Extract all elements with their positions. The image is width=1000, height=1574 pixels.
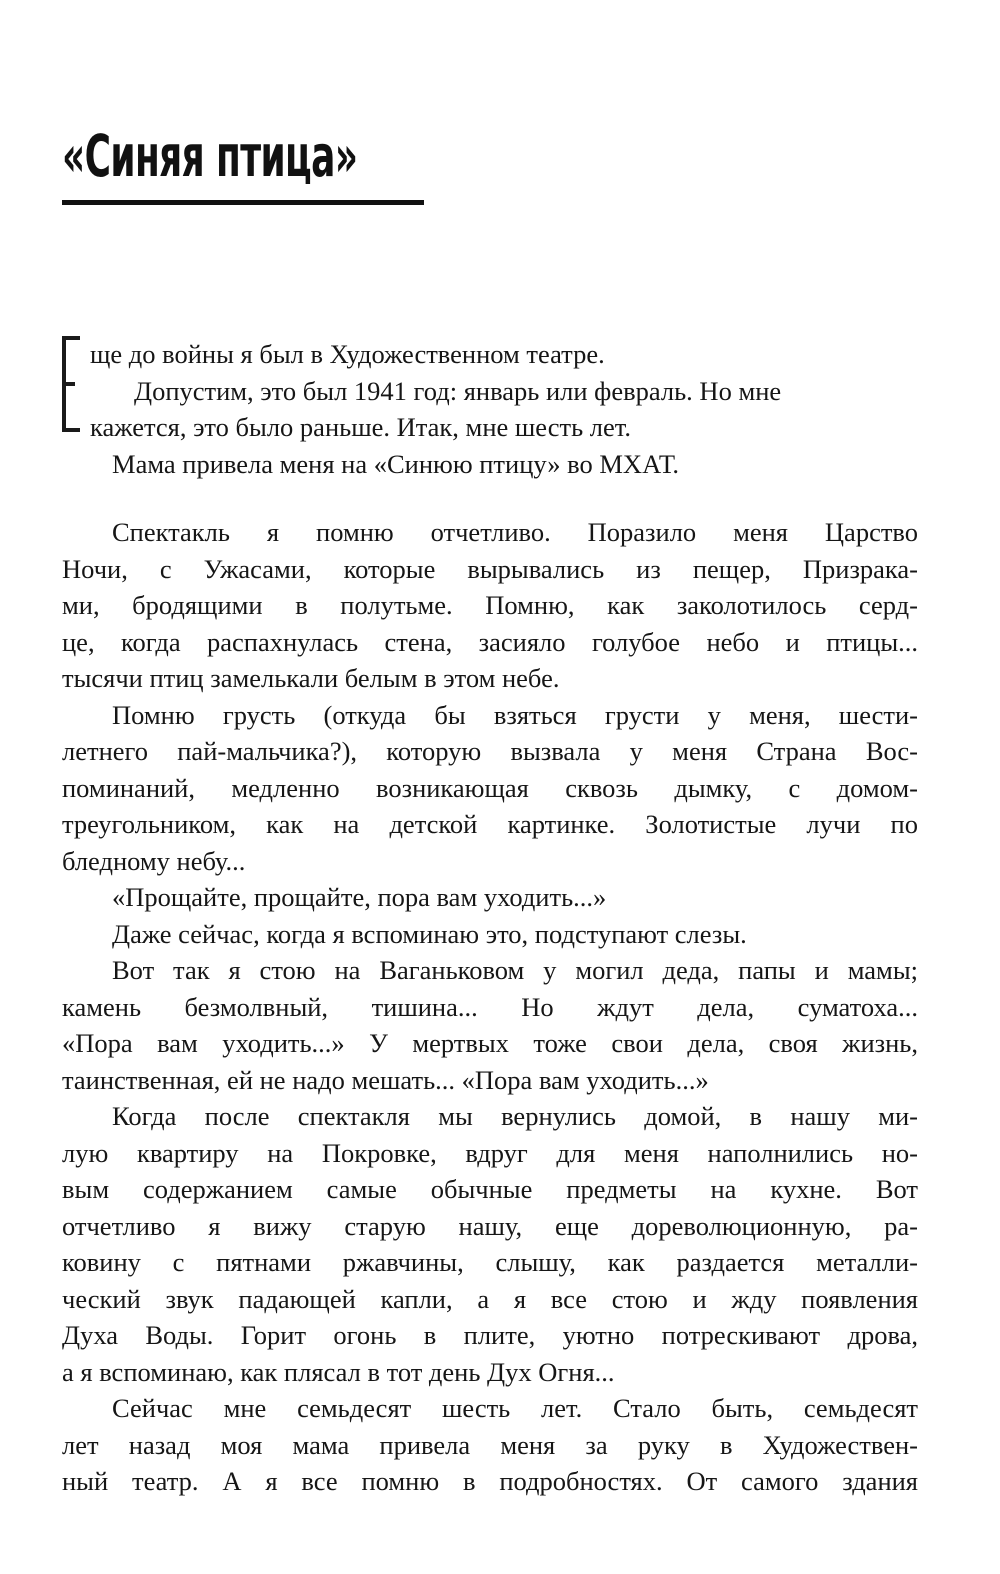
body-line: лую квартиру на Покровке, вдруг для меня наполнились но- [62,1137,918,1168]
body-line: Духа Воды. Горит огонь в плите, уютно потрескивают дрова, [62,1320,918,1350]
body-line: бледному небу... [62,845,246,876]
body-line: Ночи, с Ужасами, которые вырывались из пещер, Призрака- [62,553,918,584]
body-line: Вот так я стою на Ваганьковом у могил деда, папы и мамы; [112,955,918,985]
intro-line: Допустим, это был 1941 год: январь или февраль. Но мне [134,375,782,406]
body-line: отчетливо я вижу старую нашу, еще дореволюционную, ра- [62,1210,918,1241]
body-line: треугольником, как на детской картинке. Золотистые лучи по [62,809,918,839]
body-line: а я вспоминаю, как плясал в тот день Дух Огня... [62,1356,615,1387]
intro-line: кажется, это было раньше. Итак, мне шесть лет. [90,412,631,442]
body-text [62,514,918,1500]
body-line: ческий звук падающей капли, а я все стою и жду появления [62,1283,918,1314]
body-line: лет назад моя мама привела меня за руку в Художествен- [62,1429,918,1460]
body-line: вым содержанием самые обычные предметы на кухне. Вот [62,1174,918,1204]
body-line: Спектакль я помню отчетливо. Поразило меня Царство [112,517,918,547]
body-line: це, когда распахнулась стена, засияло голубое небо и птицы... [62,626,918,657]
body-line: тысячи птиц замелькали белым в этом небе. [62,663,560,693]
chapter-title: «Синяя птица» [62,122,358,190]
intro-line: Мама привела меня на «Синюю птицу» во МХАТ. [112,448,680,479]
intro-line: ще до войны я был в Художественном театре. [90,339,605,369]
body-line: Когда после спектакля мы вернулись домой, в нашу ми- [112,1101,918,1131]
body-line: ковину с пятнами ржавчины, слышу, как раздается металли- [62,1247,918,1277]
body-line: Сейчас мне семьдесят шесть лет. Стало быть, семьдесят [112,1393,918,1423]
body-line: камень безмолвный, тишина... Но ждут дела, суматоха... [62,991,918,1022]
body-line: поминаний, медленно возникающая сквозь дымку, с домом- [62,772,918,803]
body-line: ный театр. А я все помню в подробностях. От самого здания [62,1466,918,1496]
body-line: ми, бродящими в полутьме. Помню, как заколотилось серд- [62,590,918,620]
body-line: летнего пай-мальчика?), которую вызвала у меня Страна Вос- [62,736,918,766]
body-line: таинственная, ей не надо мешать... «Пора вам уходить...» [62,1064,709,1095]
body-line: «Пора вам уходить...» У мертвых тоже свои дела, своя жизнь, [62,1028,918,1058]
body-line: Даже сейчас, когда я вспоминаю это, подступают слезы. [112,918,747,949]
title-underline [62,200,424,205]
body-line: «Прощайте, прощайте, пора вам уходить...» [112,882,607,912]
body-line: Помню грусть (откуда бы взяться грусти у меня, шести- [112,699,918,730]
intro-paragraphs [62,336,918,482]
